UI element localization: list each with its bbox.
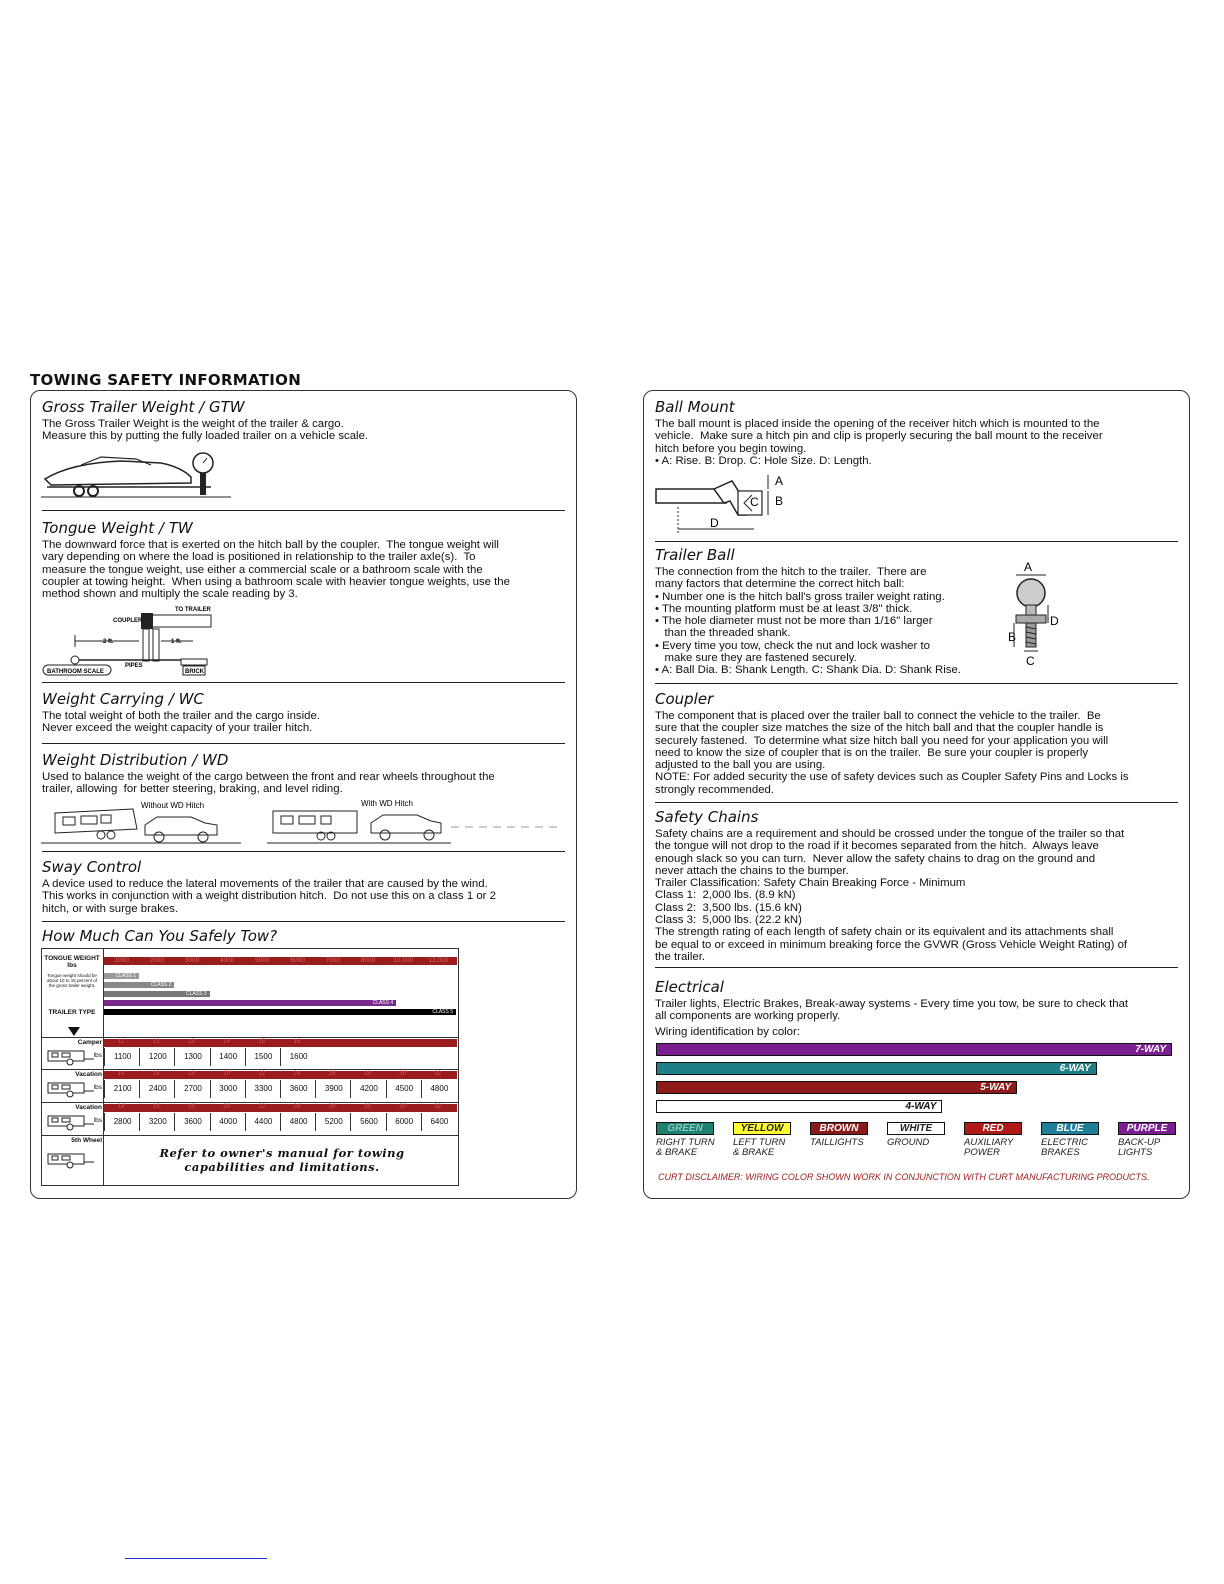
wd-text [42,771,565,796]
weight-value: 1400 [210,1048,246,1066]
ballmount-section [655,398,1178,467]
wire-function-line: & BRAKE [656,1147,698,1158]
wire-color-swatch: GREEN [656,1122,714,1135]
tongue-weight-value: 6000 [290,957,305,964]
text-line: make sure they are fastened securely. [655,652,857,665]
wiring-label: Wiring identification by color: [655,1025,800,1038]
tongue-weight-value: 4000 [219,957,235,964]
connector-bar [656,1043,1172,1056]
tongue-weight-value: 10,000 [393,957,414,964]
wc-title: Weight Carrying / WC [42,690,204,708]
tongue-weight-value: 8000 [360,957,376,964]
hitch-class-bar [104,1000,396,1006]
tongue-weight-value: 7000 [325,957,341,964]
weight-value: 2400 [139,1080,175,1098]
tongue-weight-value: 2000 [149,957,165,964]
tongue-weight-value: 3000 [184,957,200,964]
hitch-class-bar [104,982,174,988]
text-line: many factors that determine the correct hitch ball: [655,578,905,591]
ball-label-d: D [1050,614,1059,628]
gtw-section [42,398,565,443]
divider [42,510,565,511]
tongue-weight-value: 5000 [255,957,270,964]
trailer-length: 30' [399,1071,408,1077]
trailer-length: 18' [188,1104,196,1110]
tow-section [42,927,565,947]
divider [655,802,1178,803]
hitch-class-label: CLASS 1 [115,973,137,979]
electrical-text [655,998,1178,1023]
trailer-length: 26' [328,1104,337,1110]
unit-label: lbs [93,1117,102,1124]
trailer-length: 26' [328,1071,337,1077]
wiring-disclaimer: CURT DISCLAIMER: WIRING COLOR SHOWN WORK IN CONJUNCTION WITH CURT MANUFACTURING PRODUCTS. [658,1172,1150,1182]
text-line: • Every time you tow, check the nut and lock washer to [655,639,930,652]
wire-function [1041,1138,1116,1158]
connector-bar [656,1100,942,1113]
divider [655,967,1178,968]
trailerball-section [655,546,1178,677]
text-line: The strength rating of each length of safety chain or its equivalent and its attachments shall [655,926,1114,939]
trailer-ball-diagram [1004,561,1074,671]
trailer-length: 14' [223,1039,232,1045]
weight-value: 4200 [350,1080,386,1098]
weight-value: 4000 [210,1113,246,1131]
weight-value: 5200 [315,1113,351,1131]
text-line: adjusted to the ball you are using. [655,759,826,772]
wire-color-swatch: RED [964,1122,1022,1135]
trailer-length: 28' [364,1071,372,1077]
hitch-class-label: CLASS 5 [432,1009,453,1015]
refer-line-1: Refer to owner's manual for towing [159,1146,405,1160]
brick-label: BRICK [185,669,204,675]
trailer-length: 14' [117,1071,126,1077]
text-line: Trailer Classification: Safety Chain Breaking Force - Minimum [655,877,966,890]
wire-function [733,1138,808,1158]
trailer-type-label: TRAILER TYPE [48,1009,96,1016]
text-line: the tongue will not drop to the road if it becomes separated from the hitch. Always leave [655,840,1099,853]
text-line: than the threaded shank. [655,627,791,640]
text-line: vehicle. Make sure a hitch pin and clip is properly securing the ball mount to the receiver [655,430,1103,443]
trailer-length: 16' [293,1039,302,1045]
weight-value: 3300 [245,1080,281,1098]
tongue-weight-value: 1000 [114,957,129,964]
wd-title: Weight Distribution / WD [42,751,229,769]
weight-value: 5600 [350,1113,386,1131]
wd-section [42,751,565,796]
wire-function-line: LIGHTS [1118,1147,1153,1158]
connector-bar [656,1081,1017,1094]
text-line: strongly recommended. [655,783,775,796]
text-line: • A: Ball Dia. B: Shank Length. C: Shank Dia. D: Shank Rise. [655,664,961,677]
wire-color-swatch: BLUE [1041,1122,1099,1135]
tongue-weight-value: 12,000 [428,957,449,964]
label-c: C [750,495,759,509]
text-line: method shown and multiply the scale reading by 3. [42,588,298,601]
divider [42,921,565,922]
divider [42,851,565,852]
sway-title: Sway Control [42,858,142,876]
text-line: • A: Rise. B: Drop. C: Hole Size. D: Length. [655,454,872,467]
trailer-type-name: Vacation [75,1071,102,1078]
refer-line-2: capabilities and limitations. [184,1160,380,1174]
trailer-length: 15' [258,1039,267,1045]
text-line: The component that is placed over the trailer ball to connect the vehicle to the trailer. Be [655,710,1101,722]
text-line: the trailer. [655,950,706,963]
trailer-length: 32' [434,1104,443,1110]
wire-function [656,1138,731,1158]
wc-text [42,710,565,735]
text-line: The connection from the hitch to the trailer. There are [655,566,927,578]
length-band [104,1104,457,1112]
row-divider [42,1102,458,1103]
trailer-type-name: 5th Wheel [71,1137,102,1144]
weight-value: 4800 [280,1113,316,1131]
text-line: hitch, or with surge brakes. [42,902,179,915]
hitch-class-bar [104,973,139,979]
trailer-length: 32' [434,1071,443,1077]
wire-color-swatch: PURPLE [1118,1122,1176,1135]
text-line: be equal to or exceed in minimum breaking force the GVWR (Gross Vehicle Weight Rating) of [655,938,1128,951]
refer-note [112,1146,452,1174]
wire-color-legend [656,1122,1176,1162]
weight-value: 1300 [174,1048,210,1066]
wire-function-line: AUXILIARY [964,1137,1014,1148]
page-title: TOWING SAFETY INFORMATION [30,371,302,389]
wire-function [1118,1138,1193,1158]
tongue-weight-header [104,957,457,965]
text-line: Never exceed the weight capacity of your trailer hitch. [42,722,313,735]
wire-function [887,1138,962,1148]
trailer-length: 16' [152,1104,161,1110]
trailer-type-name: Vacation [75,1104,102,1111]
text-line: The Gross Trailer Weight is the weight of the trailer & cargo. [42,418,344,430]
chains-text [655,828,1178,963]
trailer-length: 11' [117,1039,126,1045]
hitch-class-bar [104,991,210,997]
wd-comparison-diagram [41,799,566,845]
text-line: sure that the coupler size matches the size of the hitch ball and that the coupler handle is [655,722,1104,735]
wire-function-line: RIGHT TURN [656,1137,715,1148]
row-divider [42,1069,458,1070]
weight-value: 3200 [139,1113,175,1131]
weight-value: 2800 [104,1113,140,1131]
sway-section [42,858,565,915]
weight-value: 3600 [174,1113,210,1131]
column-divider [103,949,104,1185]
wire-function [964,1138,1039,1158]
text-line: need to know the size of coupler that is on the trailer. Be sure your coupler is properly [655,746,1089,759]
label-d: D [710,516,719,530]
chains-title: Safety Chains [655,808,759,826]
text-line: Class 2: 3,500 lbs. (15.6 kN) [655,901,802,914]
hitch-class-label: CLASS 4 [372,1000,394,1006]
tw-section [42,519,565,600]
label-a: A [775,474,784,488]
tongue-note: Tongue weight should be about 10 to 15 percent of the gross trailer weight. [46,973,98,988]
trailer-length: 20' [223,1104,232,1110]
divider [655,541,1178,542]
left-panel [30,390,577,1199]
trailer-length: 28' [364,1104,372,1110]
trailer-type-name: Camper [77,1039,102,1046]
coupler-text [655,710,1178,796]
trailerball-title: Trailer Ball [655,546,735,564]
unit-label: lbs [93,1052,102,1059]
ball-mount-diagram [654,471,804,537]
trailer-length: 18' [188,1071,196,1077]
weight-value: 6400 [421,1113,457,1131]
row-divider [42,1037,458,1038]
weight-value: 4500 [386,1080,422,1098]
unit-label: lbs [93,1084,102,1091]
ball-label-b: B [1008,630,1017,644]
boat-trailer-icon [41,451,241,501]
tw-title: Tongue Weight / TW [42,519,193,537]
divider [655,683,1178,684]
hitch-class-bar [104,1009,456,1015]
ball-label-c: C [1026,654,1035,668]
wire-function-line: TAILLIGHTS [810,1137,864,1148]
trailerball-text [655,566,1178,677]
text-line: Class 3: 5,000 lbs. (22.2 kN) [655,914,802,927]
trailer-length: 14' [117,1104,126,1110]
coupler-title: Coupler [655,690,714,708]
electrical-title: Electrical [655,978,724,996]
weight-value: 4800 [421,1080,457,1098]
text-line: The ball mount is placed inside the opening of the receiver hitch which is mounted to the [655,418,1100,430]
chains-section [655,808,1178,963]
length-band [104,1039,457,1047]
two-ft-label: 2 ft. [103,639,114,645]
tongue-weight-diagram [41,603,241,677]
text-line: • The mounting platform must be at least 3/8" thick. [655,602,913,615]
tow-capacity-table [41,948,459,1186]
text-line: Measure this by putting the fully loaded trailer on a vehicle scale. [42,430,369,443]
bathroom-scale-label: BATHROOM SCALE [47,669,104,675]
trailer-length: 16' [152,1071,161,1077]
to-trailer-label: TO TRAILER [175,607,211,613]
connector-name: 7-WAY [1135,1044,1166,1055]
text-line: vary depending on where the load is positioned in relationship to the trailer axle(s). To [42,551,476,564]
coupler-section [655,690,1178,796]
trailer-length: 22' [258,1071,267,1077]
weight-value: 1200 [139,1048,175,1066]
connector-bars [656,1043,1174,1123]
text-line: Safety chains are a requirement and should be crossed under the tongue of the trailer so that [655,828,1125,840]
divider [42,682,565,683]
with-wd-trailer-icon [267,811,563,843]
trailer-length: 24' [293,1071,302,1077]
wire-function-line: BACK-UP [1118,1137,1161,1148]
gtw-text [42,418,565,443]
weight-value: 2100 [104,1080,140,1098]
text-line: securely fastened. To determine what size hitch ball you need for your application you will [655,734,1109,747]
trailer-length: 22' [258,1104,267,1110]
length-band [104,1071,457,1079]
trailer-length: 24' [293,1104,302,1110]
trailer-length: 30' [399,1104,408,1110]
weight-value: 6000 [386,1113,422,1131]
text-line: A device used to reduce the lateral movements of the trailer that are caused by the wind. [42,878,488,890]
without-wd-trailer-icon [41,809,241,843]
connector-name: 4-WAY [905,1101,937,1112]
connector-bar [656,1062,1097,1075]
wire-function-line: BRAKES [1041,1147,1080,1158]
electrical-section [655,978,1178,1038]
text-line: Class 1: 2,000 lbs. (8.9 kN) [655,889,796,902]
bottom-link-line [125,1558,267,1559]
down-arrow-icon [68,1027,80,1036]
weight-value: 3900 [315,1080,351,1098]
weight-value: 3000 [210,1080,246,1098]
ball-label-a: A [1024,561,1033,574]
tongue-weight-label: TONGUE WEIGHT lbs [44,955,100,969]
connector-name: 6-WAY [1059,1063,1091,1074]
text-line: measure the tongue weight, use either a commercial scale or a bathroom scale with the [42,563,483,576]
with-wd-label: With WD Hitch [361,799,413,808]
text-line: never attach the chains to the bumper. [655,864,849,877]
text-line: Used to balance the weight of the cargo between the front and rear wheels throughout the [42,771,495,783]
row-divider [42,1135,458,1136]
text-line: This works in conjunction with a weight distribution hitch. Do not use this on a class 1 or 2 [42,890,496,903]
coupler-label: COUPLER [113,618,143,624]
tw-text [42,539,565,600]
hitch-class-label: CLASS 3 [186,991,207,997]
weight-value: 3600 [280,1080,316,1098]
text-line: hitch before you begin towing. [655,442,807,455]
connector-name: 5-WAY [980,1082,1012,1093]
text-line: NOTE: For added security the use of safety devices such as Coupler Safety Pins and Locks is [655,771,1129,784]
text-line: The total weight of both the trailer and the cargo inside. [42,710,320,722]
weight-value: 1100 [104,1048,140,1066]
right-panel [643,390,1190,1199]
trailer-length: 13' [188,1039,196,1045]
weight-value: 1500 [245,1048,281,1066]
ballmount-title: Ball Mount [655,398,735,416]
wire-function [810,1138,885,1148]
one-ft-label: 1 ft. [171,639,182,645]
weight-value: 4400 [245,1113,281,1131]
ballmount-text [655,418,1178,467]
text-line: all components are working properly. [655,1010,841,1023]
gtw-title: Gross Trailer Weight / GTW [42,398,245,416]
text-line: The downward force that is exerted on the hitch ball by the coupler. The tongue weight will [42,539,499,551]
weight-value: 1600 [280,1048,316,1066]
label-b: B [775,494,784,508]
text-line: trailer, allowing for better steering, braking, and level riding. [42,783,343,796]
wire-function-line: LEFT TURN [733,1137,786,1148]
divider [42,743,565,744]
wire-color-swatch: YELLOW [733,1122,791,1135]
pipes-label: PIPES [125,663,143,669]
trailer-icon [46,1151,96,1169]
weight-value: 2700 [174,1080,210,1098]
without-wd-label: Without WD Hitch [141,801,205,810]
sway-text [42,878,565,915]
wire-function-line: & BRAKE [733,1147,775,1158]
text-line: • Number one is the hitch ball's gross trailer weight rating. [655,590,945,603]
wire-color-swatch: WHITE [887,1122,945,1135]
wire-function-line: ELECTRIC [1041,1137,1088,1148]
hitch-class-label: CLASS 2 [150,982,172,988]
wc-section [42,690,565,735]
trailer-length: 12' [152,1039,161,1045]
wire-function-line: GROUND [887,1137,930,1148]
text-line: • The hole diameter must not be more than 1/16" larger [655,615,933,628]
text-line: Trailer lights, Electric Brakes, Break-away systems - Every time you tow, be sure to check that [655,998,1129,1010]
text-line: enough slack so you can turn. Never allow the safety chains to drag on the ground and [655,852,1096,865]
wire-color-swatch: BROWN [810,1122,868,1135]
tow-title: How Much Can You Safely Tow? [42,927,278,945]
text-line: coupler at towing height. When using a bathroom scale with heavier tongue weights, use the [42,575,510,588]
trailer-length: 20' [223,1071,232,1077]
wire-function-line: POWER [964,1147,1000,1158]
